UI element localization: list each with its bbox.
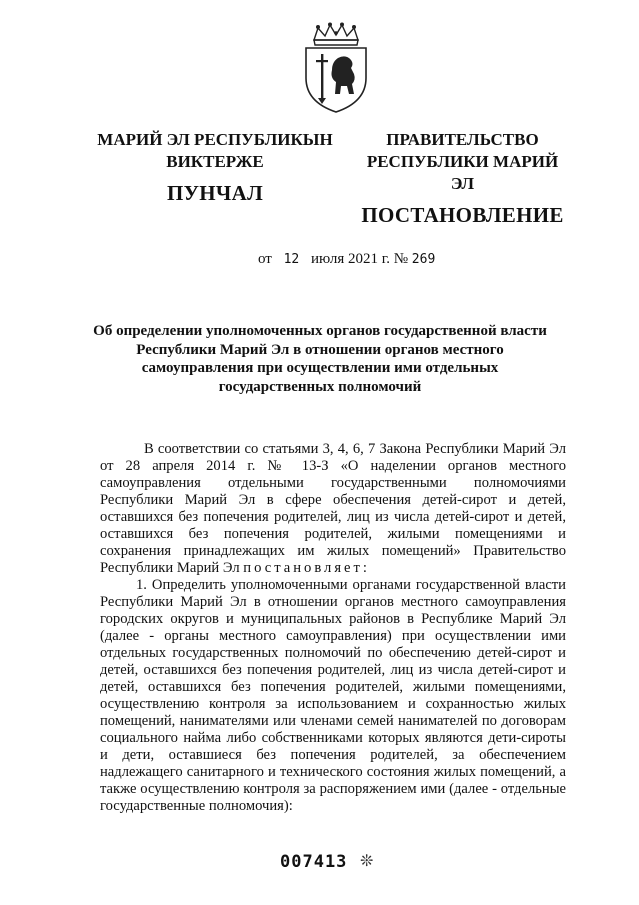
title-line-3: самоуправления при осуществлении ими отдельных	[141, 360, 499, 376]
paragraph-item-1: 1. Определить уполномоченными органами государственной власти Республики Марий Эл в отношении органов местного самоуправления городских округов и муниципальных районов в Республике Марий Эл (далее - органы местного самоуправления) при осуществлении ими отдельных государственных полномочий по обеспечению детей-сирот и детей, оставшихся без попечения родителей, лиц из числа детей-сирот и детей, оставшихся без попечения родителей, жилыми помещениями, осуществлению контроля за использованием и сохранностью жилых помещений, нанимателями или членами семей нанимателей по договорам социального найма либо собственниками которых являются дети-сироты и дети, оставшиеся без попечения родителей, за обеспечением надлежащего санитарного и технического состояния жилых помещений, а также осуществлению контроля за распоряжением ими (далее - отдельные государственные полномочия):	[100, 577, 566, 814]
header-right-doc-type: ПОСТАНОВЛЕНИЕ	[361, 203, 564, 227]
preamble-text: В соответствии со статьями 3, 4, 6, 7 Закона Республики Марий Эл от 28 апреля 2014 г. № 13-З «О наделении органов местного самоуправления отдельными государственными полномочиями Республики Марий Эл в сфере обеспечения детей-сирот и детей, оставшихся без попечения родителей, лиц из числа детей-сирот и детей, оставшихся без попечения родителей, жилыми помещениями и сохранения принадлежащих им жилых помещений» Правительство Республики Марий Эл	[100, 441, 566, 576]
title-line-2: Республики Марий Эл в отношении органов местного	[136, 341, 504, 358]
header-right-line2: РЕСПУБЛИКИ МАРИЙ ЭЛ	[366, 152, 559, 193]
date-day: 12	[283, 252, 300, 267]
document-number: 269	[411, 252, 436, 267]
date-month-year: июля 2021 г. №	[311, 251, 409, 267]
header-left	[95, 129, 335, 206]
header-left-line2: ВИКТЕРЖЕ	[166, 152, 264, 171]
header-left-doc-type: ПУНЧАЛ	[166, 181, 264, 205]
paragraph-preamble	[100, 441, 566, 577]
document-date	[258, 251, 435, 268]
title-line-1: Об определении уполномоченных органов государственной власти	[93, 323, 547, 339]
title-line-4: государственных полномочий	[218, 378, 422, 395]
serial-number: 007413	[280, 852, 348, 872]
serial-mark-icon: ❊	[360, 853, 374, 870]
document-title	[90, 322, 550, 396]
date-prefix: от	[258, 251, 272, 267]
coat-of-arms-icon	[294, 22, 378, 114]
header-left-line1: МАРИЙ ЭЛ РЕСПУБЛИКЫН	[97, 130, 333, 149]
header-right	[355, 129, 570, 228]
document-body	[100, 441, 566, 815]
decree-verb: постановляет:	[243, 560, 370, 576]
header-right-line1: ПРАВИТЕЛЬСТВО	[386, 130, 539, 149]
